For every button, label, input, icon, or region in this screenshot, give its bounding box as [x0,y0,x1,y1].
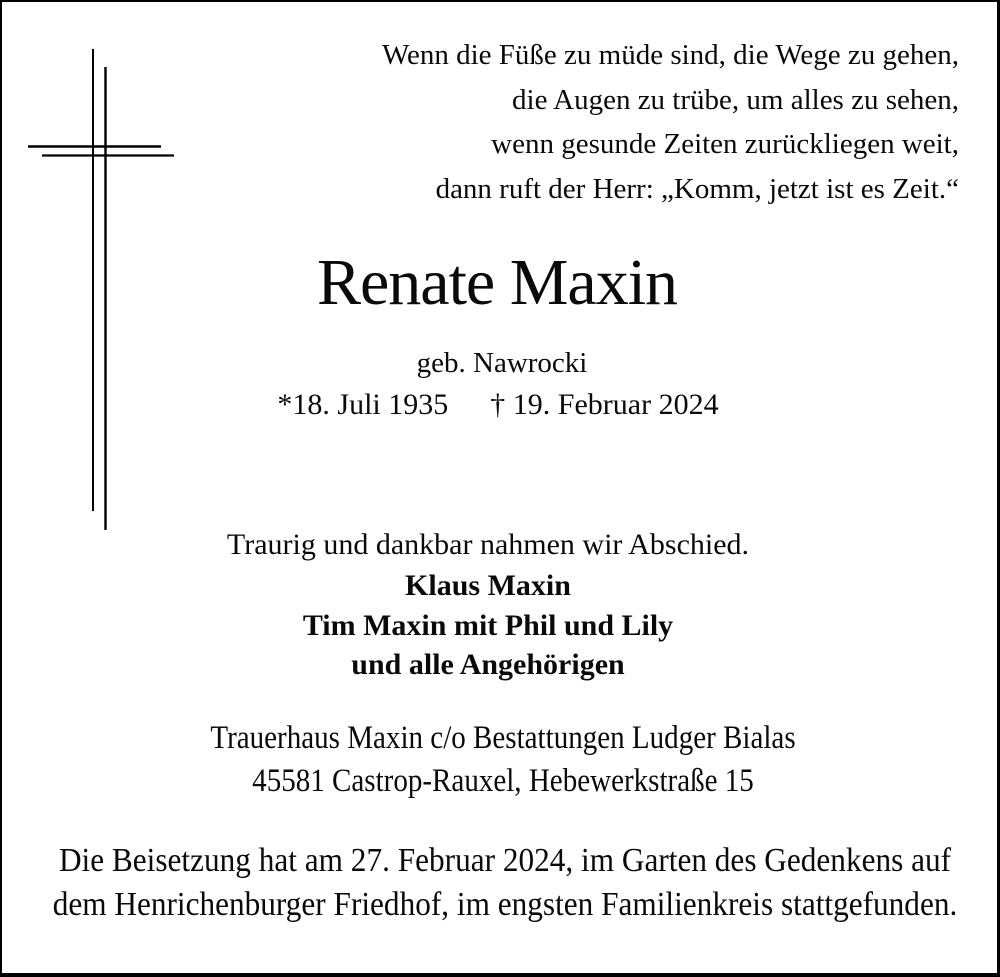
burial-notice [53,839,958,927]
funeral-home-line: 45581 Castrop-Rauxel, Hebewerkstraße 15 [252,763,754,799]
funeral-home-line: Trauerhaus Maxin c/o Bestattungen Ludger Bialas [210,720,796,756]
birth-date: *18. Juli 1935 [277,388,449,421]
funeral-home-address [210,717,795,803]
poem-line: wenn gesunde Zeiten zurückliegen weit, [491,128,959,160]
mourner-line: Tim Maxin mit Phil und Lily [302,608,674,642]
memorial-poem [382,33,959,211]
burial-notice-line: dem Henrichenburger Friedhof, im engsten Familienkreis stattgefunden. [52,886,958,923]
poem-line: die Augen zu trübe, um alles zu sehen, [512,83,959,116]
burial-notice-line: Die Beisetzung hat am 27. Februar 2024, im Garten des Gedenkens auf [58,842,952,879]
poem-line: dann ruft der Herr: „Komm, jetzt ist es Zeit.“ [435,172,959,205]
maiden-name: geb. Nawrocki [416,347,588,379]
memorial-cross-icon [2,2,202,562]
mourner-line: und alle Angehörigen [351,648,625,681]
life-dates [277,390,718,420]
deceased-name: Renate Maxin [316,246,678,319]
mourner-line: Klaus Maxin [405,569,571,602]
death-date: † 19. Februar 2024 [490,388,719,421]
poem-line: Wenn die Füße zu müde sind, die Wege zu gehen, [381,39,959,71]
mourners-list [303,566,673,685]
farewell-intro: Traurig und dankbar nahmen wir Abschied. [226,528,750,561]
